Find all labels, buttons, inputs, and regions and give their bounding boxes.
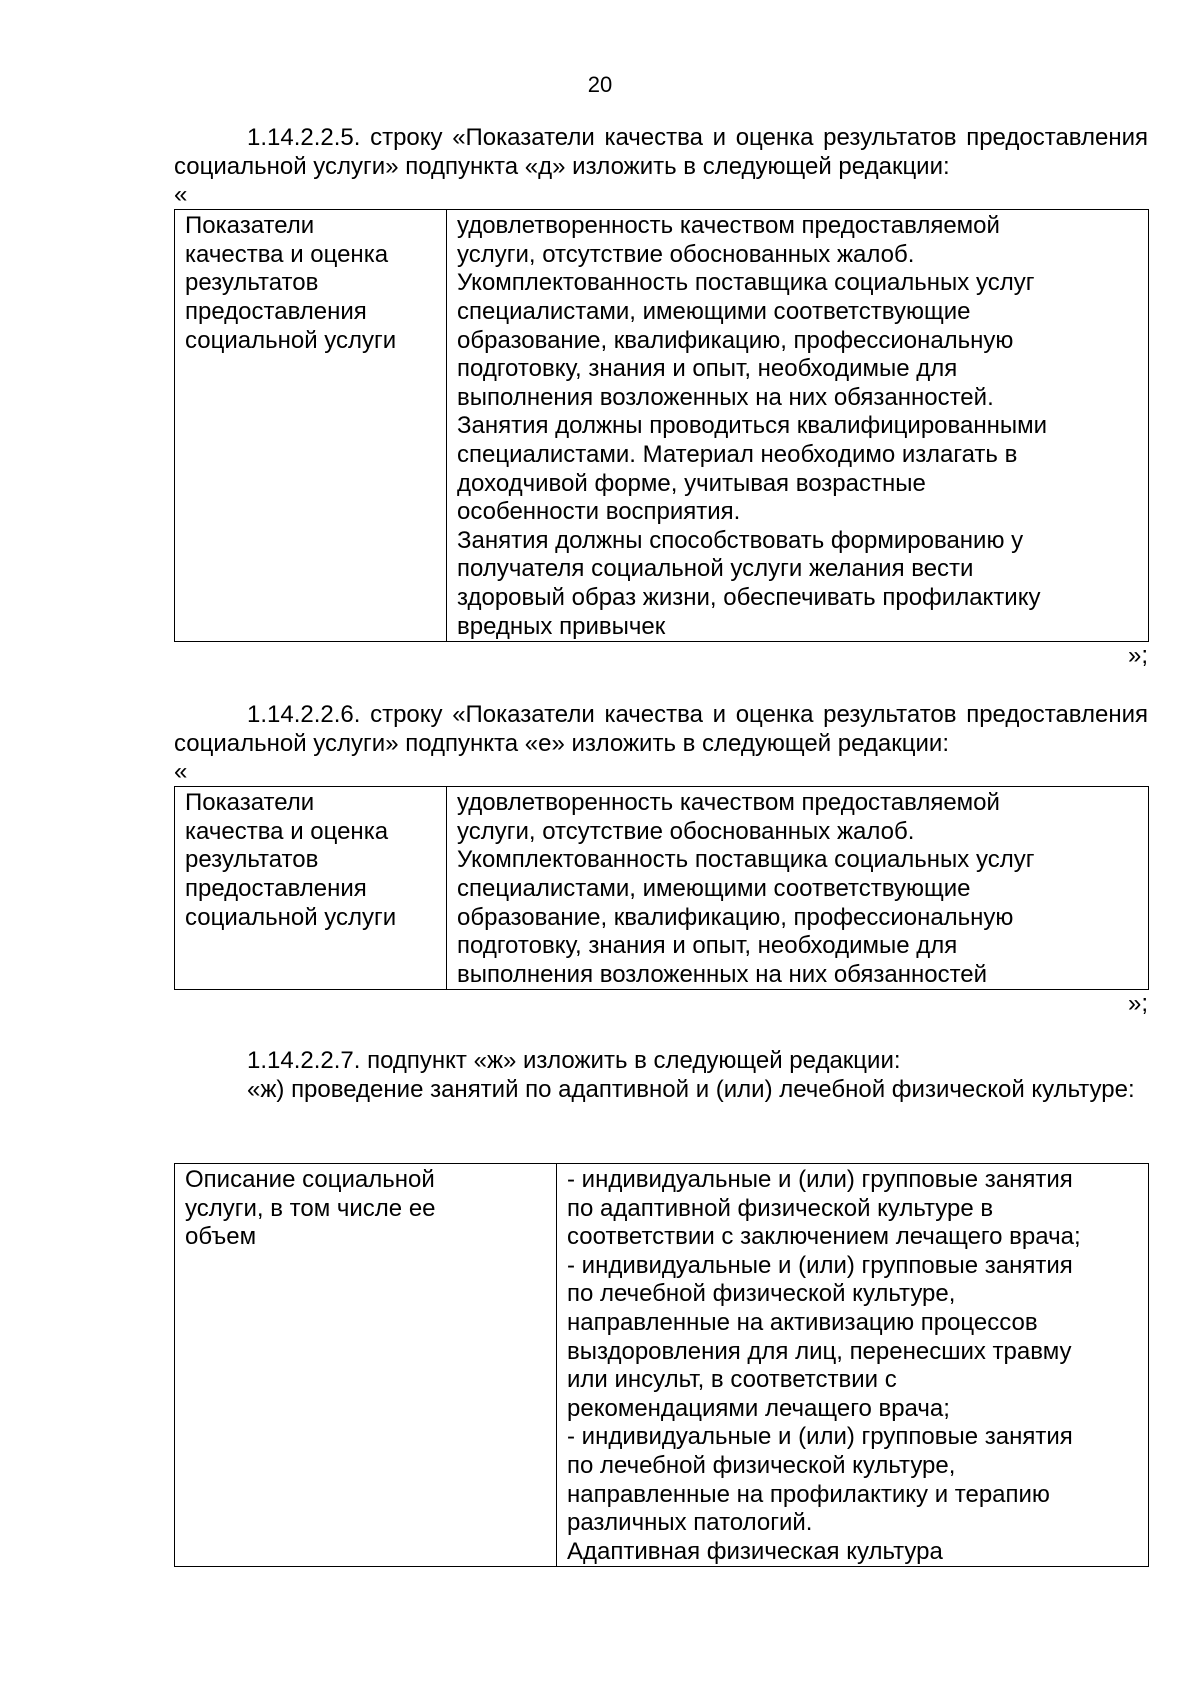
- table-cell-value: [447, 210, 1149, 642]
- table-cell-value: [557, 1164, 1149, 1567]
- section-1-open-quote: «: [174, 181, 188, 209]
- section-3: [174, 1047, 1148, 1104]
- table-cell-label: [175, 210, 447, 642]
- section-2-table: [174, 786, 1149, 990]
- table-row: [175, 210, 1149, 642]
- cell-text: удовлетворенность качеством предоставляемой услуги, отсутствие обоснованных жалоб. Укомплектованность поставщика социальных услуг специалистами, имеющими соответствующие образование, квалификацию, профессиональную подготовку, знания и опыт, необходимые для выполнения возложенных на них обязанностей: [457, 789, 1035, 988]
- table-cell-label: [175, 787, 447, 990]
- cell-text: Описание социальной услуги, в том числе ее объем: [185, 1166, 436, 1251]
- cell-text: Показатели качества и оценка результатов предоставления социальной услуги: [185, 212, 397, 354]
- table-row: [175, 1164, 1149, 1567]
- section-1-paragraph: 1.14.2.2.5. строку «Показатели качества и оценка результатов предоставления социальной услуги» подпункта «д» изложить в следующей редакции:: [174, 124, 1148, 180]
- section-2-open-quote: «: [174, 758, 188, 786]
- section-2: [174, 701, 1148, 1018]
- section-2-paragraph: 1.14.2.2.6. строку «Показатели качества и оценка результатов предоставления социальной услуги» подпункта «е» изложить в следующей редакции:: [174, 701, 1148, 757]
- section-2-close-quote: »;: [1127, 990, 1148, 1018]
- section-3-paragraph-2: «ж) проведение занятий по адаптивной и (или) лечебной физической культуре:: [247, 1075, 1135, 1103]
- section-3-table: [174, 1163, 1149, 1567]
- section-3-paragraph-1: 1.14.2.2.7. подпункт «ж» изложить в следующей редакции:: [247, 1047, 901, 1074]
- section-1-table: [174, 209, 1149, 642]
- section-3-table-wrap: [174, 1163, 1148, 1567]
- section-1-close-quote: »;: [1127, 642, 1148, 670]
- page-number: 20: [587, 72, 613, 97]
- table-cell-label: [175, 1164, 557, 1567]
- cell-text: - индивидуальные и (или) групповые занятия по адаптивной физической культуре в соответствии с заключением лечащего врача; - индивидуальные и (или) групповые занятия по лечебной физической культуре, направленные на активизацию процессов выздоровления для лиц, перенесших травму или инсульт, в соответствии с рекомендациями лечащего врача; - индивидуальные и (или) групповые занятия по лечебной физической культуре, направленные на профилактику и терапию различных патологий. Адаптивная физическая культура: [567, 1166, 1081, 1565]
- section-1: [174, 124, 1148, 670]
- cell-text: Показатели качества и оценка результатов предоставления социальной услуги: [185, 789, 397, 931]
- cell-text: удовлетворенность качеством предоставляемой услуги, отсутствие обоснованных жалоб. Укомплектованность поставщика социальных услуг специалистами, имеющими соответствующие образование, квалификацию, профессиональную подготовку, знания и опыт, необходимые для выполнения возложенных на них обязанностей. Занятия должны проводиться квалифицированными специалистами. Материал необходимо излагать в доходчивой форме, учитывая возрастные особенности восприятия. Занятия должны способствовать формированию у получателя социальной услуги желания вести здоровый образ жизни, обеспечивать профилактику вредных привычек: [457, 212, 1048, 640]
- table-cell-value: [447, 787, 1149, 990]
- table-row: [175, 787, 1149, 990]
